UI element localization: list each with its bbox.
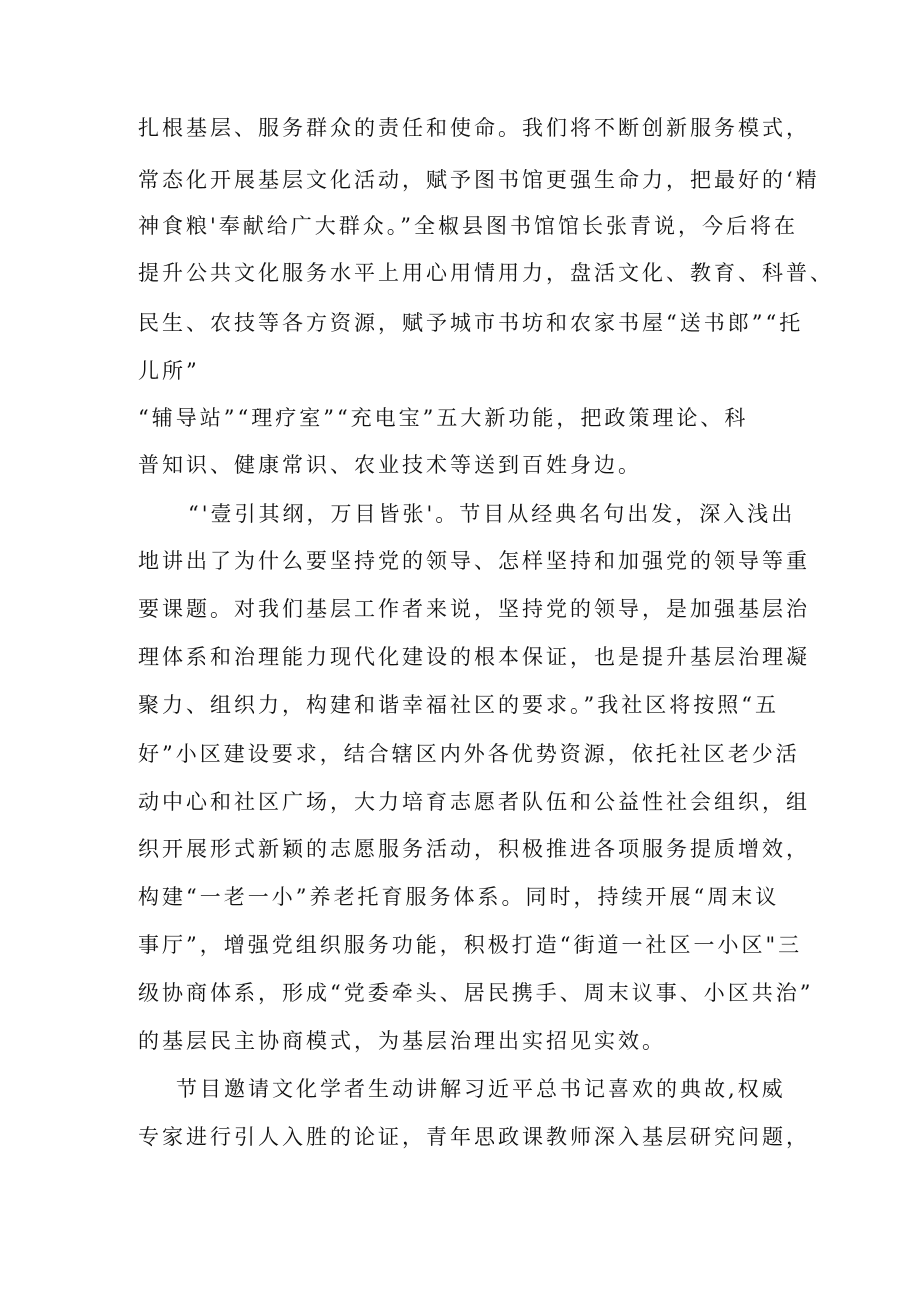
text-line: 神食粮'奉献给广大群众。”全椒县图书馆馆长张青说，今后将在 [138,214,799,238]
text-line: 地讲出了为什么要坚持党的领导、怎样坚持和加强党的领导等重 [138,549,810,573]
text-line: 理体系和治理能力现代化建设的根本保证，也是提升基层治理凝 [138,645,810,669]
text-line: 聚力、组织力，构建和谐幸福社区的要求。”我社区将按照“五 [138,693,779,717]
paragraph-start-line: “'壹引其纲，万目皆张'。节目从经典名句出发，深入浅出 [188,502,796,526]
text-line: 民生、农技等各方资源，赋予城市书坊和农家书屋“送书郎”“托 [138,311,804,335]
paragraph-start-line: 节目邀请文化学者生动讲解习近平总书记喜欢的典故,权威 [176,1077,786,1101]
text-line: 动中心和社区广场，大力培育志愿者队伍和公益性社会组织，组 [138,790,810,814]
text-line: 织开展形式新颖的志愿服务活动，积极推进各项服务提质增效， [138,837,810,861]
text-line: 常态化开展基层文化活动，赋予图书馆更强生命力，把最好的‘精 [138,168,820,192]
text-line: 儿所” [138,359,200,383]
text-line: 要课题。对我们基层工作者来说，坚持党的领导，是加强基层治 [138,597,810,621]
text-line: 普知识、健康常识、农业技术等送到百姓身边。 [138,453,642,477]
text-line: “辅导站”“理疗室”“充电宝”五大新功能，把政策理论、科 [138,406,749,430]
text-line: 专家进行引人入胜的论证，青年思政课教师深入基层研究问题， [138,1125,810,1149]
text-line: 构建“一老一小”养老托育服务体系。同时，持续开展“周末议 [138,885,780,909]
text-line: 事厅”，增强党组织服务功能，积极打造“街道一社区一小区"三 [138,933,803,957]
text-line: 提升公共文化服务水平上用心用情用力，盘活文化、教育、科普、 [138,261,834,285]
text-line: 级协商体系，形成“党委牵头、居民携手、周末议事、小区共治” [138,981,814,1005]
text-line: 扎根基层、服务群众的责任和使命。我们将不断创新服务模式， [138,116,810,140]
text-line: 好”小区建设要求，结合辖区内外各优势资源，依托社区老少活 [138,742,800,766]
text-line: 的基层民主协商模式，为基层治理出实招见实效。 [138,1029,666,1053]
